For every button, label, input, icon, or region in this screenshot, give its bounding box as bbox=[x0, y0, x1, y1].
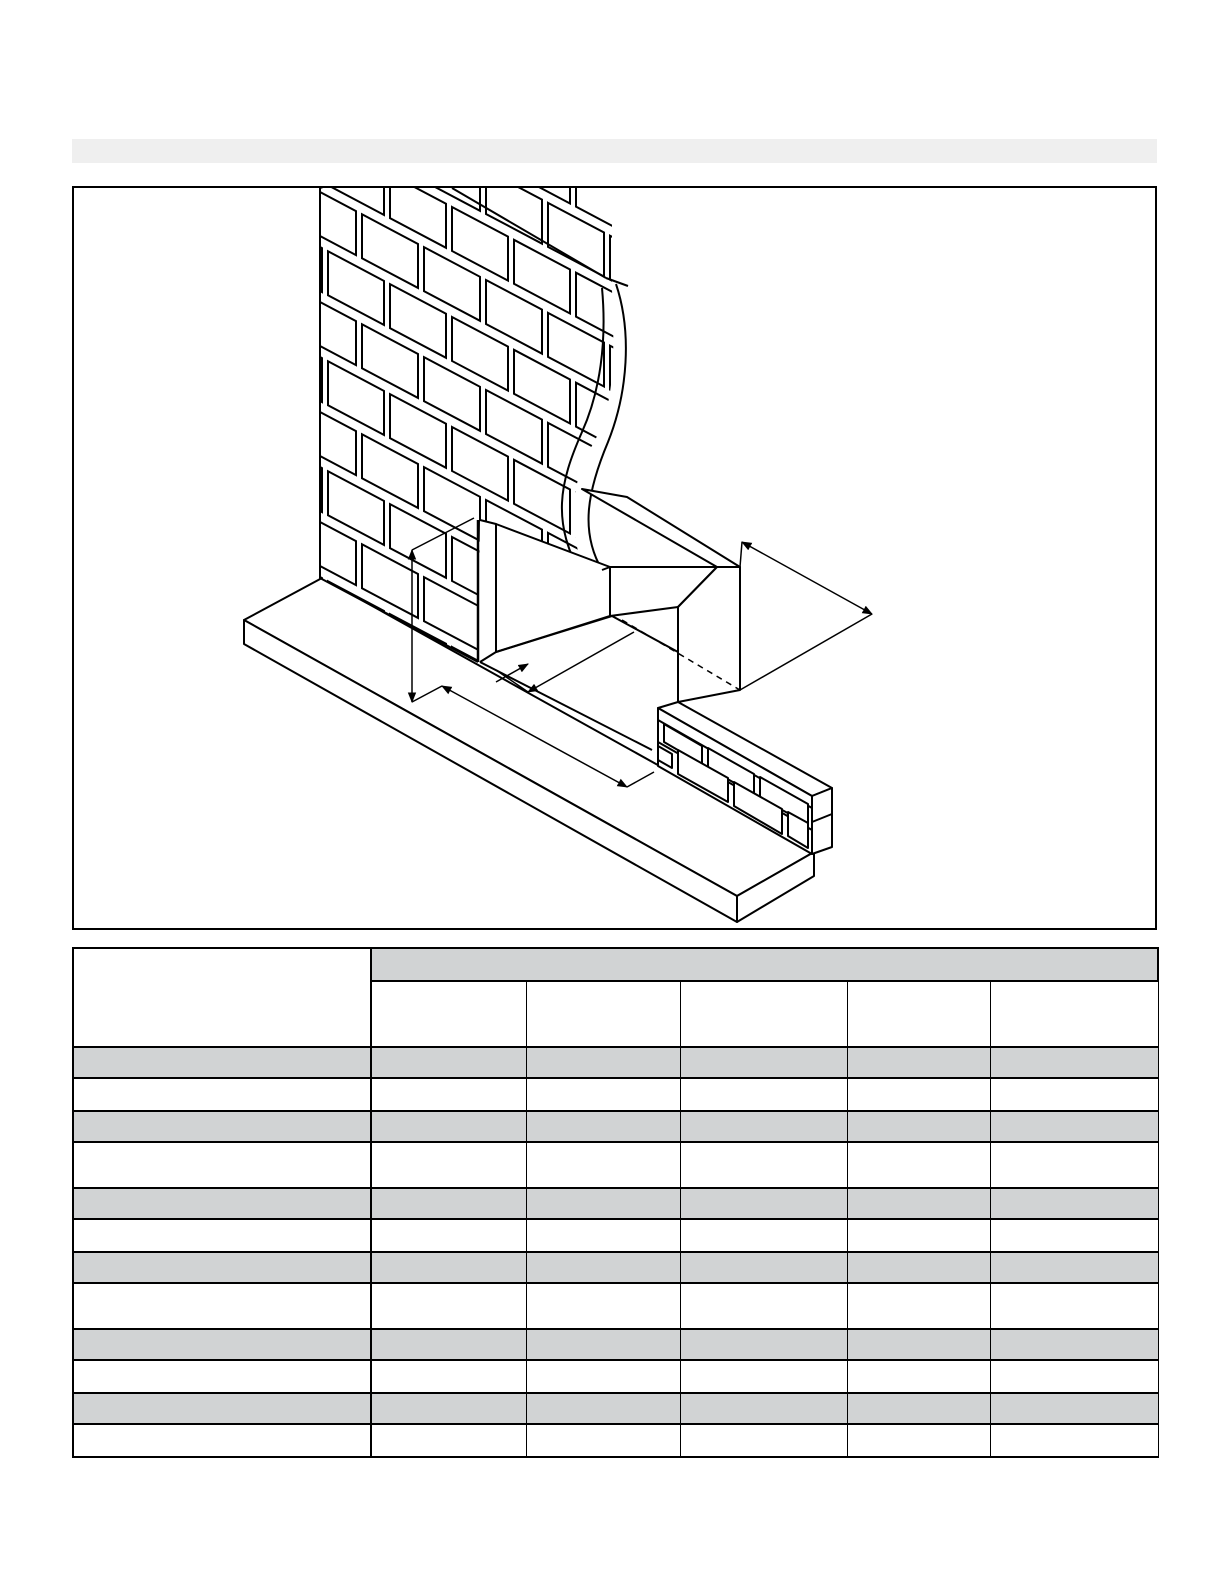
brick bbox=[238, 188, 294, 222]
table-cell bbox=[990, 1283, 1158, 1329]
table-cell bbox=[990, 1142, 1158, 1188]
table-cell bbox=[371, 1219, 526, 1252]
brick bbox=[238, 479, 294, 553]
table-cell bbox=[990, 1078, 1158, 1111]
brick bbox=[610, 896, 666, 928]
row-label bbox=[73, 1219, 371, 1252]
table-cell bbox=[990, 1360, 1158, 1393]
table-cell bbox=[680, 1111, 847, 1142]
table-cell bbox=[990, 1424, 1158, 1457]
brick bbox=[266, 328, 322, 402]
brick bbox=[238, 259, 294, 333]
table-cell bbox=[526, 1188, 680, 1219]
brick bbox=[266, 218, 322, 292]
brick bbox=[266, 438, 322, 512]
table-row bbox=[73, 1111, 1158, 1142]
brick bbox=[548, 863, 604, 928]
row-label bbox=[73, 1283, 371, 1329]
table-cell bbox=[990, 1047, 1158, 1078]
table-cell bbox=[371, 1111, 526, 1142]
table-row bbox=[73, 1329, 1158, 1360]
table-cell bbox=[371, 1047, 526, 1078]
brick bbox=[672, 269, 728, 343]
table-cell bbox=[371, 1424, 526, 1457]
table-cell bbox=[680, 1252, 847, 1283]
table-cell bbox=[526, 1283, 680, 1329]
table-cell bbox=[680, 1360, 847, 1393]
table-cell bbox=[526, 1047, 680, 1078]
brick bbox=[362, 764, 418, 838]
table-row bbox=[73, 1360, 1158, 1393]
table-row bbox=[73, 1219, 1158, 1252]
column-header bbox=[680, 981, 847, 1047]
brick bbox=[300, 731, 356, 805]
row-label bbox=[73, 1360, 371, 1393]
table-row bbox=[73, 1047, 1158, 1078]
brick bbox=[700, 448, 756, 522]
table-cell bbox=[680, 1283, 847, 1329]
row-label bbox=[73, 1078, 371, 1111]
brick bbox=[638, 306, 694, 380]
table-cell bbox=[847, 1329, 990, 1360]
table-cell bbox=[990, 1188, 1158, 1219]
column-header bbox=[371, 981, 526, 1047]
table-cell bbox=[680, 1078, 847, 1111]
table-cell bbox=[990, 1329, 1158, 1360]
table-cell bbox=[680, 1424, 847, 1457]
row-label bbox=[73, 1188, 371, 1219]
table-cell bbox=[526, 1111, 680, 1142]
table-cell bbox=[847, 1283, 990, 1329]
table-cell bbox=[680, 1393, 847, 1424]
row-label bbox=[73, 1111, 371, 1142]
table-cell bbox=[680, 1329, 847, 1360]
table-cell bbox=[680, 1142, 847, 1188]
row-label bbox=[73, 1047, 371, 1078]
table-cell bbox=[371, 1360, 526, 1393]
brick bbox=[700, 338, 756, 412]
table-cell bbox=[847, 1393, 990, 1424]
brick bbox=[238, 699, 294, 773]
table-cell bbox=[371, 1329, 526, 1360]
table-cell bbox=[847, 1142, 990, 1188]
table-cell bbox=[847, 1188, 990, 1219]
row-header-label bbox=[73, 948, 371, 1047]
table-cell bbox=[526, 1252, 680, 1283]
column-header bbox=[990, 981, 1158, 1047]
table-cell bbox=[680, 1219, 847, 1252]
brick bbox=[486, 830, 542, 904]
fireplace-dimension-table bbox=[72, 947, 1159, 1458]
brick bbox=[638, 416, 694, 490]
table-cell bbox=[526, 1393, 680, 1424]
table-row bbox=[73, 1142, 1158, 1188]
table-row bbox=[73, 1283, 1158, 1329]
table-row bbox=[73, 1188, 1158, 1219]
brick bbox=[700, 228, 756, 302]
table-cell bbox=[847, 1219, 990, 1252]
table-cell bbox=[847, 1111, 990, 1142]
table-cell bbox=[526, 1424, 680, 1457]
section-title-band bbox=[72, 139, 1157, 163]
table-cell bbox=[371, 1393, 526, 1424]
row-label bbox=[73, 1329, 371, 1360]
table-cell bbox=[990, 1393, 1158, 1424]
table-cell bbox=[990, 1252, 1158, 1283]
table-cell bbox=[371, 1252, 526, 1283]
brick bbox=[610, 236, 666, 310]
row-label bbox=[73, 1393, 371, 1424]
fireplace-diagram-frame bbox=[72, 186, 1157, 930]
fireplace-isometric-diagram bbox=[74, 188, 1155, 928]
brick bbox=[610, 566, 666, 640]
brick bbox=[238, 369, 294, 443]
table-cell bbox=[847, 1424, 990, 1457]
row-label bbox=[73, 1424, 371, 1457]
table-cell bbox=[371, 1078, 526, 1111]
table-cell bbox=[526, 1142, 680, 1188]
row-label bbox=[73, 1252, 371, 1283]
table-cell bbox=[680, 1047, 847, 1078]
column-header bbox=[526, 981, 680, 1047]
table-cell bbox=[847, 1047, 990, 1078]
table-row bbox=[73, 1078, 1158, 1111]
table-cell bbox=[990, 1219, 1158, 1252]
table-cell bbox=[847, 1078, 990, 1111]
table-cell bbox=[371, 1142, 526, 1188]
table-row bbox=[73, 1393, 1158, 1424]
table-cell bbox=[526, 1329, 680, 1360]
brick bbox=[638, 196, 694, 270]
table-cell bbox=[847, 1360, 990, 1393]
table-cell bbox=[990, 1111, 1158, 1142]
brick bbox=[672, 379, 728, 453]
column-header bbox=[847, 981, 990, 1047]
table-row bbox=[73, 1424, 1158, 1457]
row-label bbox=[73, 1142, 371, 1188]
table-cell bbox=[371, 1283, 526, 1329]
table-cell bbox=[526, 1219, 680, 1252]
table-cell bbox=[680, 1188, 847, 1219]
brick bbox=[424, 797, 480, 871]
table-cell bbox=[526, 1360, 680, 1393]
table-cell bbox=[847, 1252, 990, 1283]
table-row bbox=[73, 1252, 1158, 1283]
table-cell bbox=[371, 1188, 526, 1219]
table-cell bbox=[526, 1078, 680, 1111]
column-group-header bbox=[371, 948, 1158, 981]
